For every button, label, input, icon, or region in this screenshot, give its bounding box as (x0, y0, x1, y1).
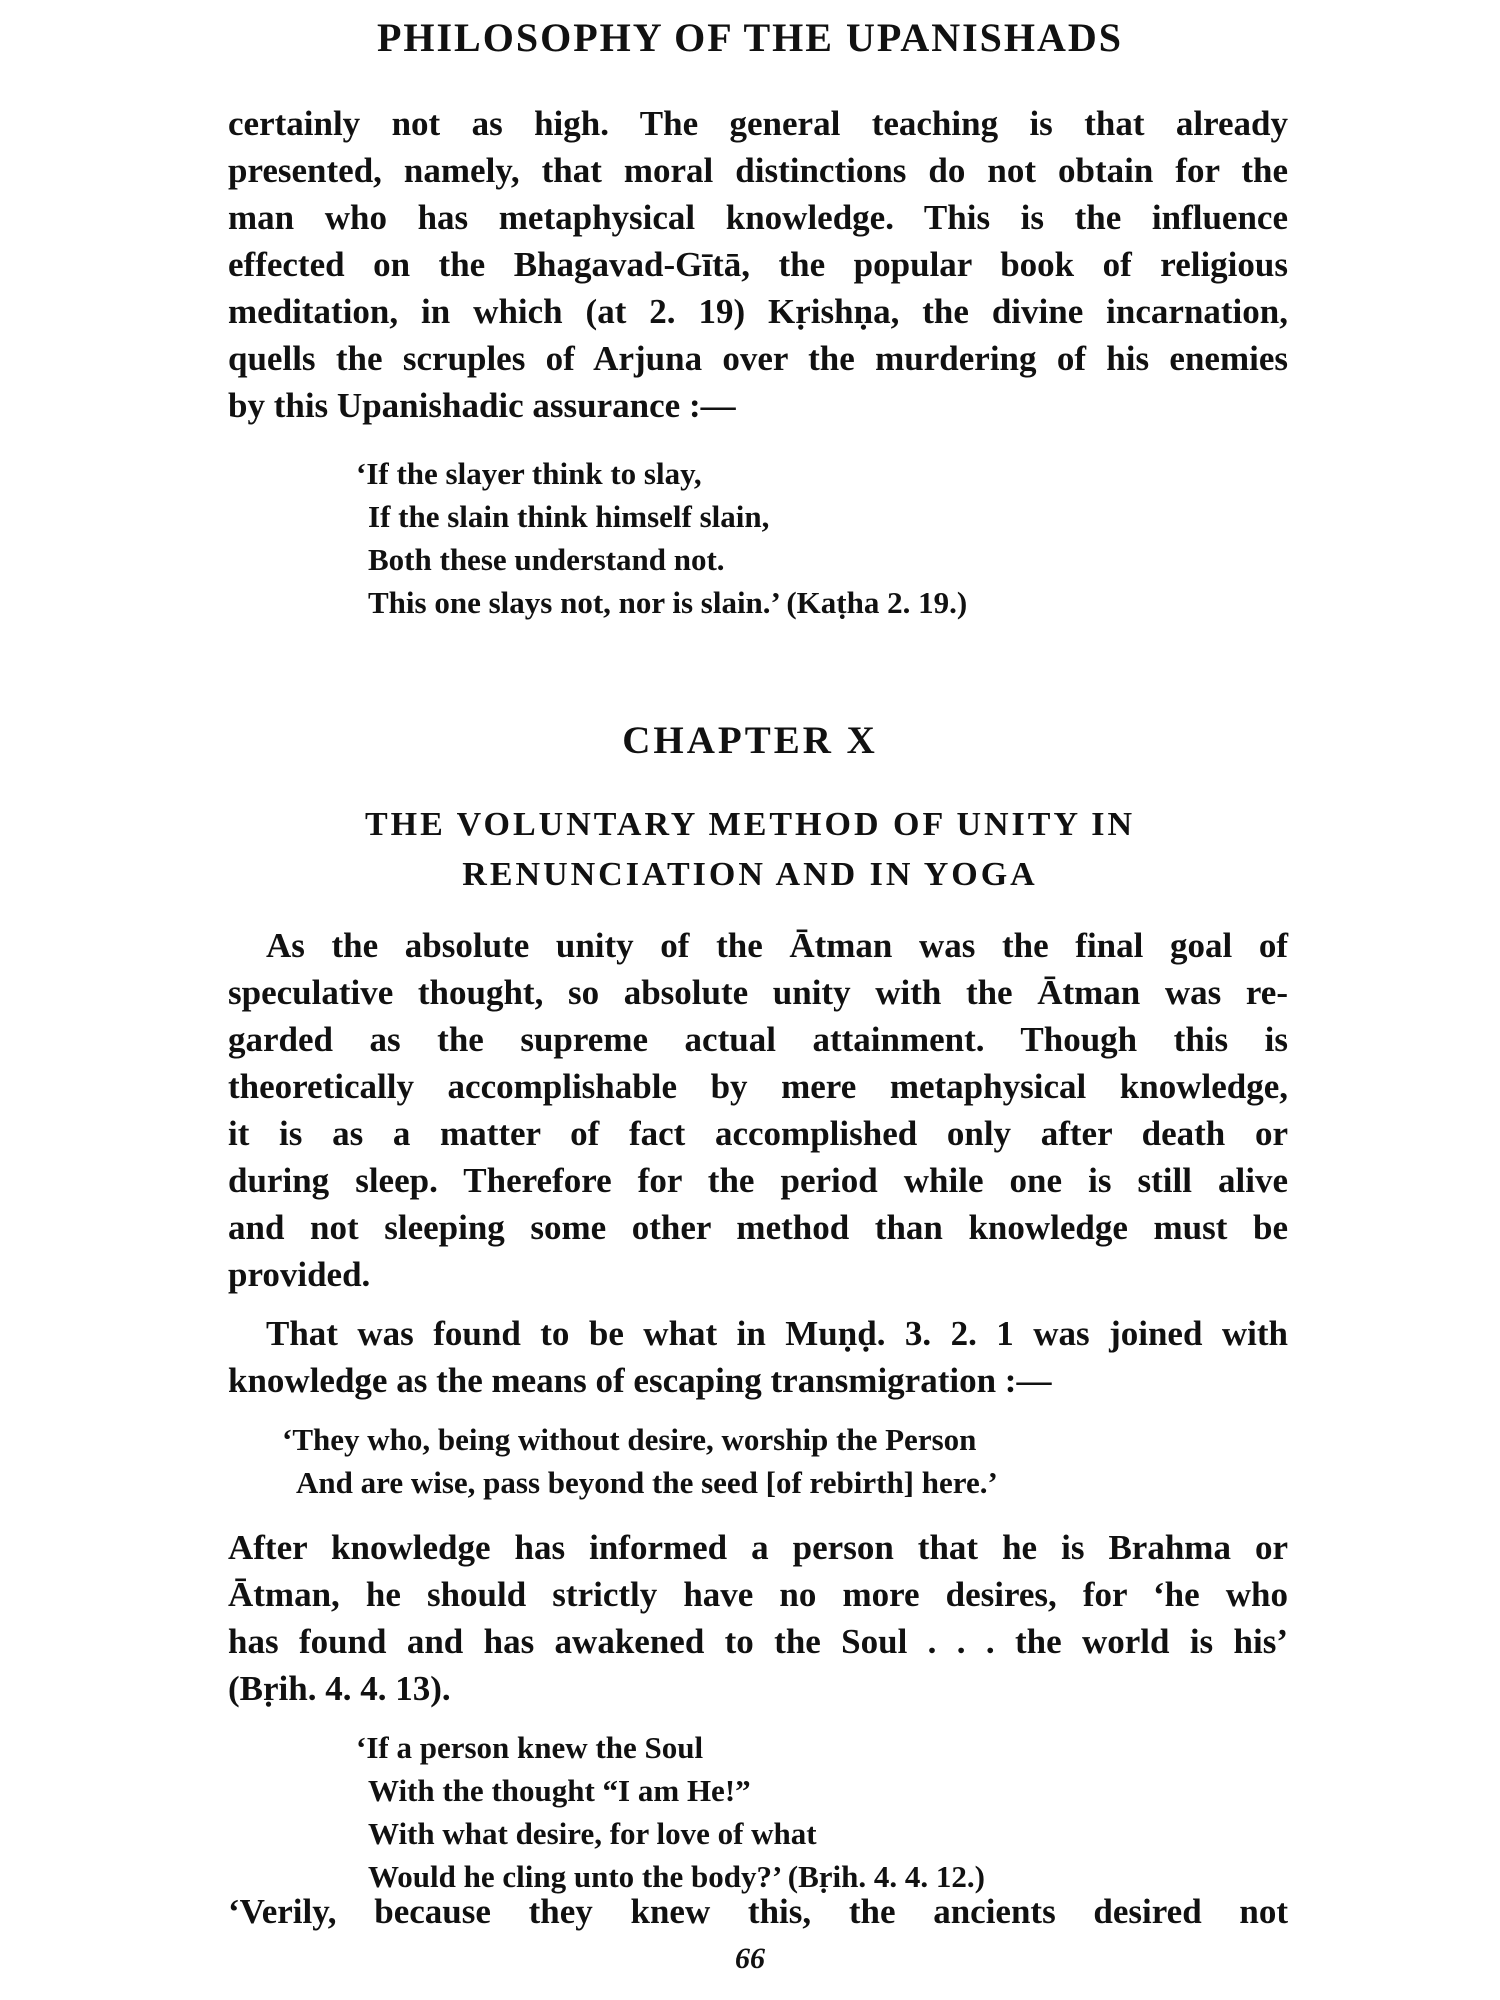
text-line: man who has metaphysical knowledge. This is the influence (228, 198, 1288, 237)
text-line: ‘Verily, because they knew this, the ancients desired not (228, 1892, 1288, 1931)
text-line: That was found to be what in Muṇḍ. 3. 2. 1 was joined with (266, 1314, 1288, 1353)
verse-line: Would he cling unto the body?’ (Bṛih. 4. 4. 12.) (368, 1859, 985, 1894)
chapter-subtitle-line: THE VOLUNTARY METHOD OF UNITY IN (364, 806, 1136, 843)
text-line: As the absolute unity of the Ātman was the final goal of (266, 926, 1288, 965)
text-line: provided. (228, 1255, 371, 1294)
verse-line: This one slays not, nor is slain.’ (Kaṭha 2. 19.) (368, 585, 968, 620)
chapter-subtitle (0, 800, 1500, 900)
page-number: 66 (735, 1942, 765, 1975)
text-line: (Bṛih. 4. 4. 13). (228, 1669, 451, 1708)
verse-line: If the slain think himself slain, (368, 499, 770, 534)
verse-line: ‘If a person knew the Soul (356, 1730, 704, 1765)
text-line: meditation, in which (at 2. 19) Kṛishṇa, the divine incarnation, (228, 292, 1288, 331)
text-line: After knowledge has informed a person that he is Brahma or (228, 1528, 1288, 1567)
text-line: knowledge as the means of escaping transmigration :— (228, 1361, 1052, 1400)
text-line: certainly not as high. The general teaching is that already (228, 104, 1288, 143)
text-line: it is as a matter of fact accomplished only after death or (228, 1114, 1288, 1153)
text-line: quells the scruples of Arjuna over the murdering of his enemies (228, 339, 1288, 378)
text-line: during sleep. Therefore for the period while one is still alive (228, 1161, 1288, 1200)
verse-line: And are wise, pass beyond the seed [of rebirth] here.’ (296, 1465, 998, 1500)
text-line: theoretically accomplishable by mere metaphysical knowledge, (228, 1067, 1288, 1106)
text-line: effected on the Bhagavad-Gītā, the popular book of religious (228, 245, 1288, 284)
paragraph-2 (228, 922, 1288, 1298)
paragraph-1 (228, 100, 1288, 429)
verse-line: With what desire, for love of what (368, 1816, 817, 1851)
paragraph-3 (228, 1310, 1288, 1404)
verse-line: ‘They who, being without desire, worship the Person (282, 1422, 977, 1457)
verse-line: Both these understand not. (368, 542, 725, 577)
verse-line: With the thought “I am He!” (368, 1773, 751, 1808)
verse-brihadaranyaka (356, 1726, 985, 1898)
chapter-title: CHAPTER X (622, 719, 878, 762)
text-line: presented, namely, that moral distinctions do not obtain for the (228, 151, 1288, 190)
text-line: and not sleeping some other method than knowledge must be (228, 1208, 1288, 1247)
running-head: PHILOSOPHY OF THE UPANISHADS (376, 15, 1124, 60)
text-line: Ātman, he should strictly have no more desires, for ‘he who (228, 1575, 1288, 1614)
paragraph-5 (228, 1888, 1288, 1935)
chapter-subtitle-line: RENUNCIATION AND IN YOGA (462, 856, 1038, 893)
verse-mundaka (282, 1418, 998, 1504)
verse-katha (356, 452, 967, 624)
text-line: speculative thought, so absolute unity with the Ātman was re- (228, 973, 1288, 1012)
text-line: by this Upanishadic assurance :— (228, 386, 736, 425)
paragraph-4 (228, 1524, 1288, 1712)
verse-line: ‘If the slayer think to slay, (356, 456, 702, 491)
text-line: garded as the supreme actual attainment. Though this is (228, 1020, 1288, 1059)
text-line: has found and has awakened to the Soul . . . the world is his’ (228, 1622, 1288, 1661)
